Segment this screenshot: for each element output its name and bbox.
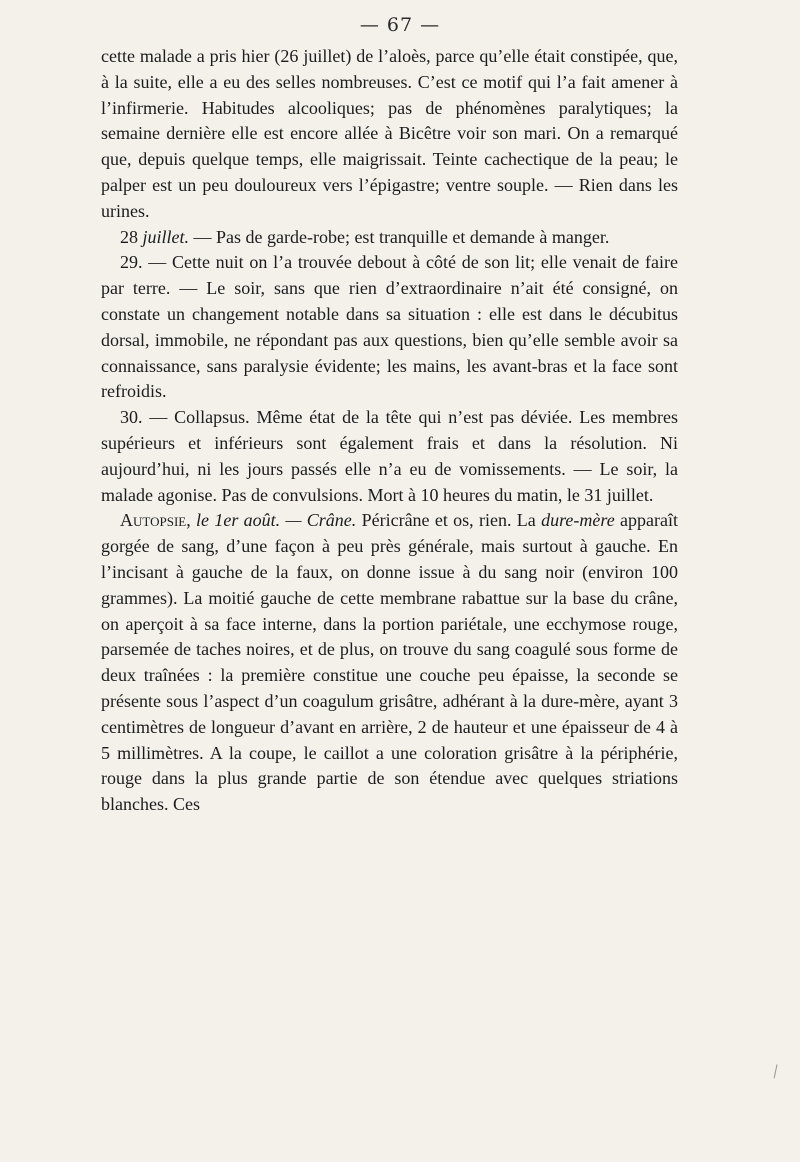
paragraph-2-text: — Pas de garde-robe; est tranquille et demande à manger. bbox=[189, 226, 610, 247]
page-number: — 67 — bbox=[359, 14, 441, 36]
paragraph-5 bbox=[101, 508, 678, 818]
paragraph-5-text: Péricrâne et os, rien. La bbox=[356, 510, 536, 531]
paragraph-2 bbox=[101, 225, 678, 251]
date-number: 28 bbox=[120, 226, 138, 247]
margin-mark bbox=[774, 1064, 784, 1079]
paragraph-4: 30. — Collapsus. Même état de la tête qui n’est pas déviée. Les membres supérieurs et inférieurs sont également frais et dans la résolution. Ni aujourd’hui, ni les jours passés elle n’a eu de vomissements. — Le soir, la malade agonise. Pas de convulsions. Mort à 10 heures du matin, le 31 juillet. bbox=[101, 407, 678, 505]
paragraph-5-text-after: apparaît gorgée de sang, d’une façon à peu près générale, mais surtout à gauche. En l’incisant à gauche de la faux, on donne issue à du sang noir (environ 100 grammes). La moitié gauche de cette membrane rabattue sur la base du crâne, on aperçoit à sa face interne, dans la portion pariétale, une ecchymose rouge, parsemée de taches noires, et de plus, on trouve du sang coagulé sous forme de deux traînées : la première constitue une couche peu épaisse, la seconde se présente sous l’aspect d’un coagulum grisâtre, adhérant à la dure-mère, ayant 3 centimètres de longueur d’avant en arrière, 2 de hauteur et une épaisseur de 4 à 5 millimètres. A la coupe, le caillot a une coloration grisâtre à la périphérie, rouge dans la plus grande partie de son étendue avec quelques striations blanches. Ces bbox=[101, 510, 678, 815]
body-text bbox=[101, 44, 678, 818]
autopsy-heading: Autopsie, bbox=[120, 510, 191, 531]
paragraph-3: 29. — Cette nuit on l’a trouvée debout à côté de son lit; elle venait de faire par terre. — Le soir, sans que rien d’extraordinaire n’ait été consigné, on constate un changement notable dans sa situation : elle est dans le décubitus dorsal, immobile, ne répondant pas aux questions, bien qu’elle semble avoir sa connaissance, sans paralysie évidente; les mains, les avant-bras et la face sont refroidis. bbox=[101, 252, 678, 402]
date-month: juillet. bbox=[142, 226, 189, 247]
paragraph-1: cette malade a pris hier (26 juillet) de l’aloès, parce qu’elle était constipée, que, à la suite, elle a eu des selles nombreuses. C’est ce motif qui l’a fait amener à l’infirmerie. Habitudes alcooliques; pas de phénomènes paralytiques; la semaine dernière elle est encore allée à Bicêtre voir son mari. On a remarqué que, depuis quelque temps, elle maigrissait. Teinte cachectique de la peau; le palper est un peu douloureux vers l’épigastre; ventre souple. — Rien dans les urines. bbox=[101, 46, 678, 221]
autopsy-date: le 1er août. — Crâne. bbox=[196, 510, 357, 531]
dure-mere-term: dure-mère bbox=[541, 510, 615, 531]
